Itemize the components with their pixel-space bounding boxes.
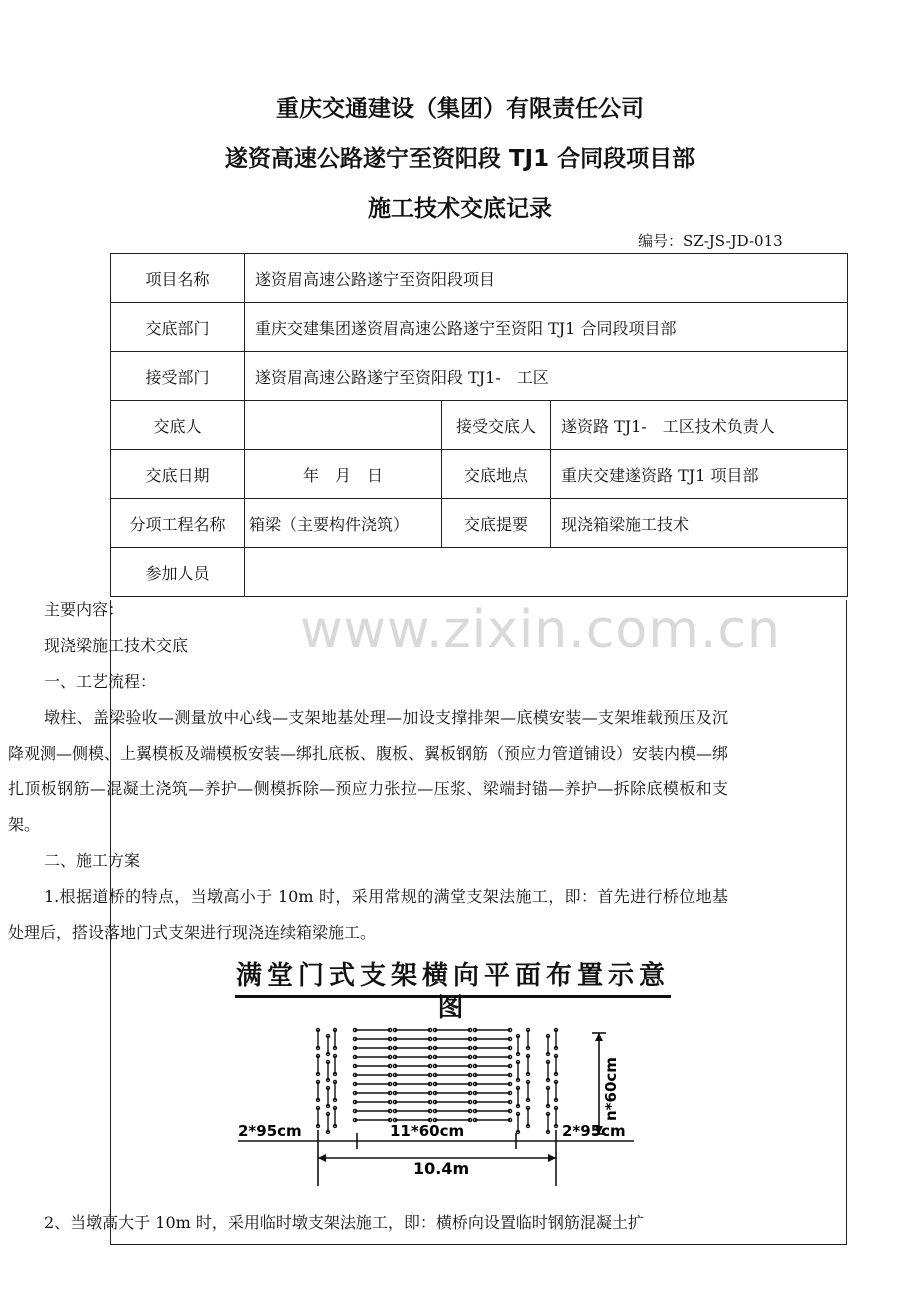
issuer-value <box>245 401 442 450</box>
participants-label: 参加人员 <box>111 548 245 597</box>
issuing-dept-value: 重庆交建集团遂资眉高速公路遂宁至资阳 TJ1 合同段项目部 <box>245 303 848 352</box>
figure-title: 满堂门式支架横向平面布置示意图 <box>235 961 670 1023</box>
scaffold-layout-diagram <box>230 1018 650 1193</box>
table-row <box>111 303 848 352</box>
table-row <box>111 450 848 499</box>
receiver-value: 遂资路 TJ1- 工区技术负责人 <box>551 401 848 450</box>
watermark: www.zixin.com.cn <box>300 600 781 660</box>
sub-project-value: 箱梁（主要构件浇筑） <box>245 499 442 548</box>
info-table <box>110 253 848 597</box>
middle-spacing-label: 11*60cm <box>390 1122 465 1140</box>
summary-value: 现浇箱梁施工技术 <box>551 499 848 548</box>
participants-value <box>245 548 848 597</box>
dimension-arrows <box>318 1033 603 1162</box>
date-value: 年 月 日 <box>245 450 442 499</box>
place-label: 交底地点 <box>442 450 551 499</box>
item1-text: 1.根据道桥的特点，当墩高小于 10m 时，采用常规的满堂支架法施工，即：首先进行桥位地基处理后，搭设落地门式支架进行现浇连续箱梁施工。 <box>8 887 728 942</box>
table-row <box>111 499 848 548</box>
vertical-spacing-label: n*60cm <box>602 1057 620 1121</box>
summary-label: 交底提要 <box>442 499 551 548</box>
project-name-value: 遂资眉高速公路遂宁至资阳段项目 <box>245 254 848 303</box>
sub-project-label: 分项工程名称 <box>111 499 245 548</box>
record-title: 施工技术交底记录 <box>368 196 552 222</box>
issuing-dept-label: 交底部门 <box>111 303 245 352</box>
main-content-label: 主要内容： <box>44 600 125 619</box>
table-row <box>111 352 848 401</box>
section2-title: 二、施工方案 <box>44 851 141 870</box>
left-spacing-label: 2*95cm <box>238 1122 302 1140</box>
subject-line: 现浇梁施工技术交底 <box>44 636 189 655</box>
table-row <box>111 254 848 303</box>
table-row <box>111 548 848 597</box>
company-title: 重庆交通建设（集团）有限责任公司 <box>276 96 644 122</box>
item2-text: 2、当墩高大于 10m 时，采用临时墩支架法施工，即：横桥向设置临时钢筋混凝土扩 <box>44 1213 644 1232</box>
project-dept-title: 遂资高速公路遂宁至资阳段 TJ1 合同段项目部 <box>224 146 696 172</box>
right-spacing-label: 2*95cm <box>562 1122 626 1140</box>
receiving-dept-label: 接受部门 <box>111 352 245 401</box>
receiving-dept-value: 遂资眉高速公路遂宁至资阳段 TJ1- 工区 <box>245 352 848 401</box>
document-number: 编号：SZ-JS-JD-013 <box>638 232 783 250</box>
section1-text: 墩柱、盖梁验收—测量放中心线—支架地基处理—加设支撑排架—底模安装—支架堆载预压及沉降观测—侧模、上翼模板及端模板安装—绑扎底板、腹板、翼板钢筋（预应力管道铺设）安装内模—绑扎顶板钢筋—混凝土浇筑—养护—侧模拆除—预应力张拉—压浆、梁端封锚—养护—拆除底模板和支架。 <box>8 708 729 834</box>
place-value: 重庆交建遂资路 TJ1 项目部 <box>551 450 848 499</box>
receiver-label: 接受交底人 <box>442 401 551 450</box>
date-label: 交底日期 <box>111 450 245 499</box>
section1-title: 一、工艺流程： <box>44 672 157 691</box>
project-name-label: 项目名称 <box>111 254 245 303</box>
table-row <box>111 401 848 450</box>
scaffold-frames <box>317 1028 558 1133</box>
total-width-label: 10.4m <box>413 1159 470 1178</box>
issuer-label: 交底人 <box>111 401 245 450</box>
